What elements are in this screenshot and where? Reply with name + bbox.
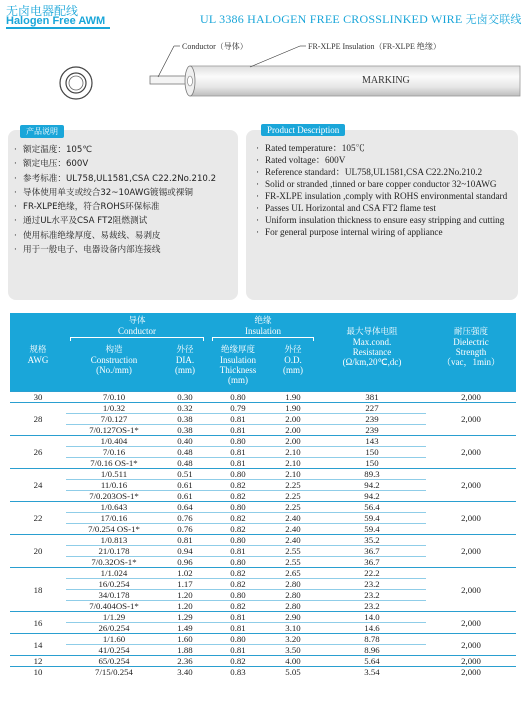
cell-construction: 7/0.254 OS-1* <box>66 524 162 535</box>
cell-thickness: 0.81 <box>208 447 268 458</box>
cell-dia: 1.49 <box>162 623 208 634</box>
cell-thickness: 0.82 <box>208 601 268 612</box>
th-dia: 外径 DIA. (mm) <box>175 345 195 375</box>
cell-thickness: 0.82 <box>208 513 268 524</box>
desc-item: · Passes UL Horizontal and CSA FT2 flame test <box>256 202 518 214</box>
cell-construction: 34/0.178 <box>66 590 162 601</box>
cell-thickness: 0.80 <box>208 436 268 447</box>
cell-construction: 21/0.178 <box>66 546 162 557</box>
cell-dia: 1.02 <box>162 568 208 579</box>
desc-item: · 额定温度：105℃ <box>14 143 236 157</box>
cell-dia: 0.76 <box>162 524 208 535</box>
table-row <box>10 568 516 579</box>
cable-jacket <box>185 66 520 96</box>
desc-item: · Uniform insulation thickness to ensure easy stripping and cutting <box>256 214 518 226</box>
marking-text: MARKING <box>362 75 410 86</box>
cell-awg: 20 <box>10 535 66 568</box>
cell-construction: 11/0.16 <box>66 480 162 491</box>
brand-title-cn: 无卤电器配线 <box>6 4 79 18</box>
desc-item: · FR-XLPE insulation ,comply with ROHS environmental standard <box>256 190 518 202</box>
cell-resistance: 143 <box>318 436 426 447</box>
cell-dielectric: 2,000 <box>426 403 516 436</box>
cell-resistance: 22.2 <box>318 568 426 579</box>
cell-construction: 7/0.32OS-1* <box>66 557 162 568</box>
cell-resistance: 14.0 <box>318 612 426 623</box>
cell-thickness: 0.82 <box>208 524 268 535</box>
th-od: 外径 O.D. (mm) <box>283 345 303 375</box>
cell-resistance: 94.2 <box>318 491 426 502</box>
cell-thickness: 0.82 <box>208 491 268 502</box>
cell-od: 2.55 <box>268 557 318 568</box>
page-title <box>200 11 522 27</box>
desc-item: · Rated temperature：105℃ <box>256 142 518 154</box>
cell-thickness: 0.81 <box>208 425 268 436</box>
th-conductor-bracket <box>70 337 204 341</box>
th-conductor: 导体 Conductor <box>118 316 156 336</box>
spec-table <box>10 391 516 677</box>
cell-construction: 1/0.404 <box>66 436 162 447</box>
cell-dia: 0.64 <box>162 502 208 513</box>
cell-dia: 1.20 <box>162 590 208 601</box>
cell-resistance: 56.4 <box>318 502 426 513</box>
cell-dia: 0.61 <box>162 480 208 491</box>
cell-thickness: 0.82 <box>208 568 268 579</box>
cell-od: 2.00 <box>268 425 318 436</box>
cell-awg: 12 <box>10 656 66 667</box>
cell-construction: 26/0.254 <box>66 623 162 634</box>
desc-list-en <box>256 142 518 238</box>
cell-resistance: 35.2 <box>318 535 426 546</box>
header-underline <box>6 27 110 29</box>
cell-thickness: 0.81 <box>208 623 268 634</box>
cell-thickness: 0.81 <box>208 612 268 623</box>
cell-dia: 0.94 <box>162 546 208 557</box>
cell-od: 2.10 <box>268 469 318 480</box>
cell-dielectric: 2,000 <box>426 392 516 403</box>
cell-resistance: 381 <box>318 392 426 403</box>
desc-tag-en: Product Description <box>261 124 345 136</box>
cell-awg: 16 <box>10 612 66 634</box>
cell-od: 3.20 <box>268 634 318 645</box>
cell-awg: 10 <box>10 667 66 678</box>
cell-thickness: 0.81 <box>208 458 268 469</box>
cell-od: 2.80 <box>268 590 318 601</box>
desc-item: · 导体使用单支或绞合32~10AWG镀锡或裸铜 <box>14 186 236 200</box>
cell-resistance: 59.4 <box>318 513 426 524</box>
cell-resistance: 59.4 <box>318 524 426 535</box>
cell-od: 5.05 <box>268 667 318 678</box>
th-construction: 构造 Construction (No./mm) <box>90 345 138 375</box>
cell-dielectric: 2,000 <box>426 535 516 568</box>
desc-item: · 使用标准绝缘厚度、易裁线、易剥皮 <box>14 229 236 243</box>
table-header <box>10 313 516 391</box>
desc-item: · 用于一般电子、电器设备内部连接线 <box>14 243 236 257</box>
cell-dielectric: 2,000 <box>426 656 516 667</box>
cell-od: 1.90 <box>268 392 318 403</box>
cell-resistance: 3.54 <box>318 667 426 678</box>
cell-dia: 0.32 <box>162 403 208 414</box>
cell-dia: 0.51 <box>162 469 208 480</box>
cell-construction: 7/0.404OS-1* <box>66 601 162 612</box>
table-row <box>10 392 516 403</box>
cell-awg: 14 <box>10 634 66 656</box>
desc-item: · Rated voltage：600V <box>256 154 518 166</box>
cell-awg: 26 <box>10 436 66 469</box>
cell-dia: 0.38 <box>162 414 208 425</box>
page-title-en: UL 3386 HALOGEN FREE CROSSLINKED WIRE <box>200 12 463 26</box>
cell-dia: 0.61 <box>162 491 208 502</box>
cell-od: 2.40 <box>268 524 318 535</box>
desc-item: · For general purpose internal wiring of appliance <box>256 226 518 238</box>
cell-thickness: 0.80 <box>208 634 268 645</box>
cell-od: 1.90 <box>268 403 318 414</box>
cell-awg: 22 <box>10 502 66 535</box>
cell-resistance: 8.96 <box>318 645 426 656</box>
cell-od: 2.65 <box>268 568 318 579</box>
cell-thickness: 0.81 <box>208 546 268 557</box>
cell-construction: 7/15/0.254 <box>66 667 162 678</box>
cell-resistance: 150 <box>318 458 426 469</box>
cell-construction: 7/0.127OS-1* <box>66 425 162 436</box>
cell-dia: 1.17 <box>162 579 208 590</box>
cell-resistance: 227 <box>318 403 426 414</box>
cell-resistance: 14.6 <box>318 623 426 634</box>
cell-od: 2.00 <box>268 436 318 447</box>
cell-dielectric: 2,000 <box>426 502 516 535</box>
cell-construction: 7/0.203OS-1* <box>66 491 162 502</box>
cell-construction: 7/0.127 <box>66 414 162 425</box>
table-row <box>10 656 516 667</box>
cell-od: 2.10 <box>268 458 318 469</box>
cell-resistance: 8.78 <box>318 634 426 645</box>
cell-thickness: 0.80 <box>208 469 268 480</box>
cell-resistance: 5.64 <box>318 656 426 667</box>
th-insulation: 绝缘 Insulation <box>245 316 281 336</box>
desc-item: · Solid or stranded ,tinned or bare copper conductor 32~10AWG <box>256 178 518 190</box>
cell-thickness: 0.81 <box>208 645 268 656</box>
cell-dia: 0.81 <box>162 535 208 546</box>
cell-resistance: 150 <box>318 447 426 458</box>
cell-thickness: 0.80 <box>208 590 268 601</box>
cell-od: 4.00 <box>268 656 318 667</box>
th-awg: 规格 AWG <box>27 345 49 365</box>
cell-awg: 30 <box>10 392 66 403</box>
table-row <box>10 667 516 678</box>
desc-list-cn <box>14 143 236 257</box>
table-row <box>10 469 516 480</box>
cell-construction: 17/0.16 <box>66 513 162 524</box>
cell-dielectric: 2,000 <box>426 568 516 612</box>
brand-title-en: Halogen Free AWM <box>6 15 106 27</box>
cell-resistance: 36.7 <box>318 557 426 568</box>
cell-dia: 2.36 <box>162 656 208 667</box>
cell-thickness: 0.83 <box>208 667 268 678</box>
cell-construction: 1/1.60 <box>66 634 162 645</box>
th-insulation-bracket <box>212 337 314 341</box>
desc-item: · 参考标准：UL758,UL1581,CSA C22.2No.210.2 <box>14 172 236 186</box>
cell-od: 2.40 <box>268 535 318 546</box>
cell-construction: 7/0.10 <box>66 392 162 403</box>
cell-construction: 1/0.32 <box>66 403 162 414</box>
th-resistance: 最大导体电阻 Max.cond. Resistance (Ω/km,20℃,dc) <box>342 327 402 367</box>
insulation-label: FR-XLPE Insulation（FR-XLPE 绝缘） <box>308 42 441 51</box>
desc-item: · FR-XLPE绝缘，符合ROHS环保标准 <box>14 200 236 214</box>
cable-illustration <box>0 30 524 130</box>
cell-resistance: 239 <box>318 414 426 425</box>
cell-od: 3.50 <box>268 645 318 656</box>
cell-od: 2.25 <box>268 480 318 491</box>
cell-construction: 65/0.254 <box>66 656 162 667</box>
cell-dia: 0.38 <box>162 425 208 436</box>
cell-construction: 7/0.16 OS-1* <box>66 458 162 469</box>
table-row <box>10 634 516 645</box>
cell-od: 2.80 <box>268 601 318 612</box>
cell-dia: 3.40 <box>162 667 208 678</box>
cell-resistance: 36.7 <box>318 546 426 557</box>
cell-construction: 1/0.813 <box>66 535 162 546</box>
th-dielectric: 耐压强度 Dielectric Strength （vac，1min） <box>442 327 500 367</box>
cell-od: 2.25 <box>268 491 318 502</box>
cell-dielectric: 2,000 <box>426 436 516 469</box>
cell-thickness: 0.80 <box>208 535 268 546</box>
cell-od: 2.25 <box>268 502 318 513</box>
cell-resistance: 23.2 <box>318 579 426 590</box>
cell-construction: 1/1.024 <box>66 568 162 579</box>
cell-od: 2.55 <box>268 546 318 557</box>
cell-dielectric: 2,000 <box>426 634 516 656</box>
cell-od: 2.90 <box>268 612 318 623</box>
cell-od: 2.10 <box>268 447 318 458</box>
table-row <box>10 612 516 623</box>
cell-thickness: 0.80 <box>208 557 268 568</box>
cell-thickness: 0.80 <box>208 392 268 403</box>
cell-resistance: 23.2 <box>318 590 426 601</box>
cell-dia: 1.60 <box>162 634 208 645</box>
cell-dia: 0.96 <box>162 557 208 568</box>
cell-od: 2.80 <box>268 579 318 590</box>
conductor-core <box>150 76 190 84</box>
cell-dia: 0.48 <box>162 447 208 458</box>
cell-construction: 1/0.643 <box>66 502 162 513</box>
cell-resistance: 94.2 <box>318 480 426 491</box>
cell-dia: 0.40 <box>162 436 208 447</box>
desc-item: · 额定电压：600V <box>14 157 236 171</box>
cell-resistance: 89.3 <box>318 469 426 480</box>
cell-construction: 7/0.16 <box>66 447 162 458</box>
table-row <box>10 403 516 414</box>
cell-resistance: 23.2 <box>318 601 426 612</box>
cell-dielectric: 2,000 <box>426 612 516 634</box>
desc-tag-cn: 产品说明 <box>20 125 64 138</box>
cell-dia: 0.30 <box>162 392 208 403</box>
cell-thickness: 0.82 <box>208 579 268 590</box>
cell-dia: 0.76 <box>162 513 208 524</box>
conductor-label: Conductor（导体） <box>182 42 248 51</box>
cell-construction: 1/1.29 <box>66 612 162 623</box>
cell-od: 3.10 <box>268 623 318 634</box>
page-title-cn: 无卤交联线 <box>465 13 522 26</box>
th-thickness: 绝缘厚度 Insulation Thickness (mm) <box>219 345 257 385</box>
cell-awg: 18 <box>10 568 66 612</box>
cell-construction: 41/0.254 <box>66 645 162 656</box>
cell-dielectric: 2,000 <box>426 469 516 502</box>
table-row <box>10 436 516 447</box>
table-row <box>10 535 516 546</box>
cell-od: 2.00 <box>268 414 318 425</box>
cell-dia: 0.48 <box>162 458 208 469</box>
cell-dia: 1.20 <box>162 601 208 612</box>
desc-item: · Reference standard：UL758,UL1581,CSA C22.2No.210.2 <box>256 166 518 178</box>
cell-thickness: 0.82 <box>208 656 268 667</box>
cell-resistance: 239 <box>318 425 426 436</box>
cell-dielectric: 2,000 <box>426 667 516 678</box>
desc-item: · 通过UL水平及CSA FT2阻燃测试 <box>14 214 236 228</box>
cell-thickness: 0.79 <box>208 403 268 414</box>
cable-cross-section <box>60 67 92 99</box>
cell-awg: 28 <box>10 403 66 436</box>
cell-od: 2.40 <box>268 513 318 524</box>
cell-construction: 16/0.254 <box>66 579 162 590</box>
cell-awg: 24 <box>10 469 66 502</box>
cell-thickness: 0.81 <box>208 414 268 425</box>
cell-dia: 1.88 <box>162 645 208 656</box>
cell-construction: 1/0.511 <box>66 469 162 480</box>
cell-dia: 1.29 <box>162 612 208 623</box>
cell-thickness: 0.82 <box>208 480 268 491</box>
cell-thickness: 0.80 <box>208 502 268 513</box>
table-row <box>10 502 516 513</box>
